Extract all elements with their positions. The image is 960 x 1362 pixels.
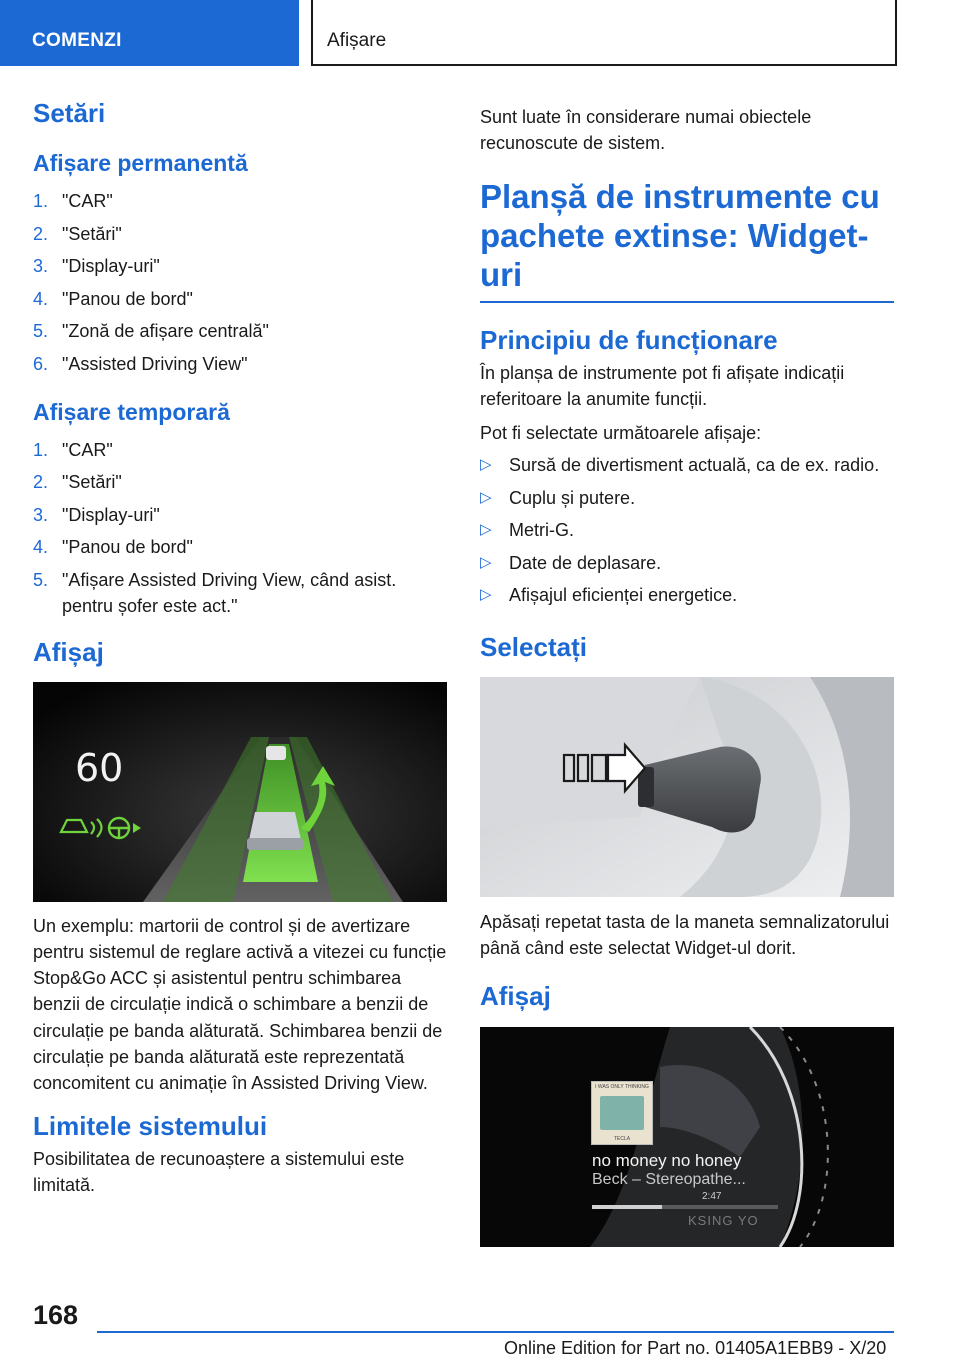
album-art-caption-bottom: TECLA [613, 1135, 631, 1142]
list-item: 6. "Assisted Driving View" [33, 353, 248, 374]
list-item: 4. "Panou de bord" [33, 537, 193, 558]
list-item: ▷ Date de deplasare. [480, 547, 894, 580]
play-triangle-bullet-icon: ▷ [480, 488, 492, 506]
assisted-driving-figure [33, 682, 447, 902]
page-number: 168 [33, 1300, 79, 1330]
edition-footer: Online Edition for Part no. 01405A1EBB9 - X/20 [504, 1338, 887, 1358]
list-item: ▷ Cuplu și putere. [480, 482, 894, 515]
select-caption: Apăsați repetat tasta de la maneta semnalizatorului până când este selectat Widget-ul dorit. [480, 912, 890, 959]
lead-car-icon [266, 746, 286, 760]
play-triangle-bullet-icon: ▷ [480, 553, 492, 571]
intro-text: Sunt luate în considerare numai obiectele recunoscute de sistem. [480, 107, 812, 154]
section-label: COMENZI [32, 30, 122, 51]
list-item: ▷ Sursă de divertisment actuală, ca de ex. radio. [480, 449, 894, 482]
play-triangle-bullet-icon: ▷ [480, 521, 492, 539]
limits-heading: Limitele sistemului [33, 1110, 268, 1141]
temporary-display-heading: Afișare temporară [33, 399, 230, 426]
limits-text: Posibilitatea de recunoaștere a sistemului este limitată. [33, 1149, 405, 1196]
display-heading: Afișaj [33, 636, 104, 667]
media-artist: Beck – Stereopathe... [592, 1170, 746, 1188]
list-item: 2. "Setări" [33, 223, 122, 244]
list-item: 5. "Afișare Assisted Driving View, când asist. pentru șofer este act." [33, 569, 397, 616]
ego-car-icon [249, 812, 301, 840]
list-item: ▷ Afișajul eficienței energetice. [480, 579, 894, 612]
display-heading-right: Afișaj [480, 981, 551, 1012]
turn-signal-stalk-figure [480, 677, 894, 897]
chapter-tab [311, 0, 897, 66]
settings-heading: Setări [33, 98, 106, 128]
album-art-caption-top: I WAS ONLY THINKING [595, 1083, 649, 1090]
album-art-thumbnail [591, 1081, 653, 1145]
list-item: 3. "Display-uri" [33, 256, 160, 277]
footer-rule [97, 1331, 894, 1333]
list-item: 4. "Panou de bord" [33, 288, 193, 309]
permanent-display-heading: Afișare permanentă [33, 150, 248, 177]
list-item: 5. "Zonă de afișare centrală" [33, 321, 269, 342]
media-progress-time: 2:47 [702, 1190, 722, 1202]
temporary-steps-list [33, 434, 447, 619]
play-triangle-bullet-icon: ▷ [480, 586, 492, 604]
select-heading: Selectați [480, 631, 587, 662]
widget-heading: Planșă de instrumente cu pachete extinse: Widget-uri [480, 178, 894, 303]
chapter-label: Afișare [327, 30, 387, 51]
options-intro: Pot fi selectate următoarele afișaje: [480, 423, 762, 444]
right-column [480, 104, 894, 1247]
list-item: ▷ Metri-G. [480, 514, 894, 547]
speed-readout: 60 [75, 746, 124, 791]
list-item: 1. "CAR" [33, 191, 113, 212]
display-caption: Un exemplu: martorii de control și de avertizare pentru sistemul de reglare activă a vitezei cu funcție Stop&Go ACC și asistentul pentru schimbarea benzii de circulație indică o schimbare a benzii de circulație pe banda alăturată. Schimbarea benzii de circulație pe banda alăturată este reprezentată concomitent cu animație în Assisted Driving View. [33, 916, 447, 1093]
list-item: 3. "Display-uri" [33, 504, 160, 525]
list-item: 1. "CAR" [33, 439, 113, 460]
section-tab [0, 0, 299, 66]
principle-text: În planșa de instrumente pot fi afișate indicații referitoare la anumite funcții. [480, 363, 845, 410]
widget-display-figure [480, 1027, 894, 1247]
media-next-track: KSING YO [688, 1212, 759, 1228]
permanent-steps-list [33, 185, 447, 380]
list-item: 2. "Setări" [33, 472, 122, 493]
left-column [33, 98, 447, 1198]
options-list [480, 449, 894, 612]
principle-heading: Principiu de funcționare [480, 325, 778, 355]
media-song-title: no money no honey [592, 1150, 742, 1170]
play-triangle-bullet-icon: ▷ [480, 456, 492, 474]
